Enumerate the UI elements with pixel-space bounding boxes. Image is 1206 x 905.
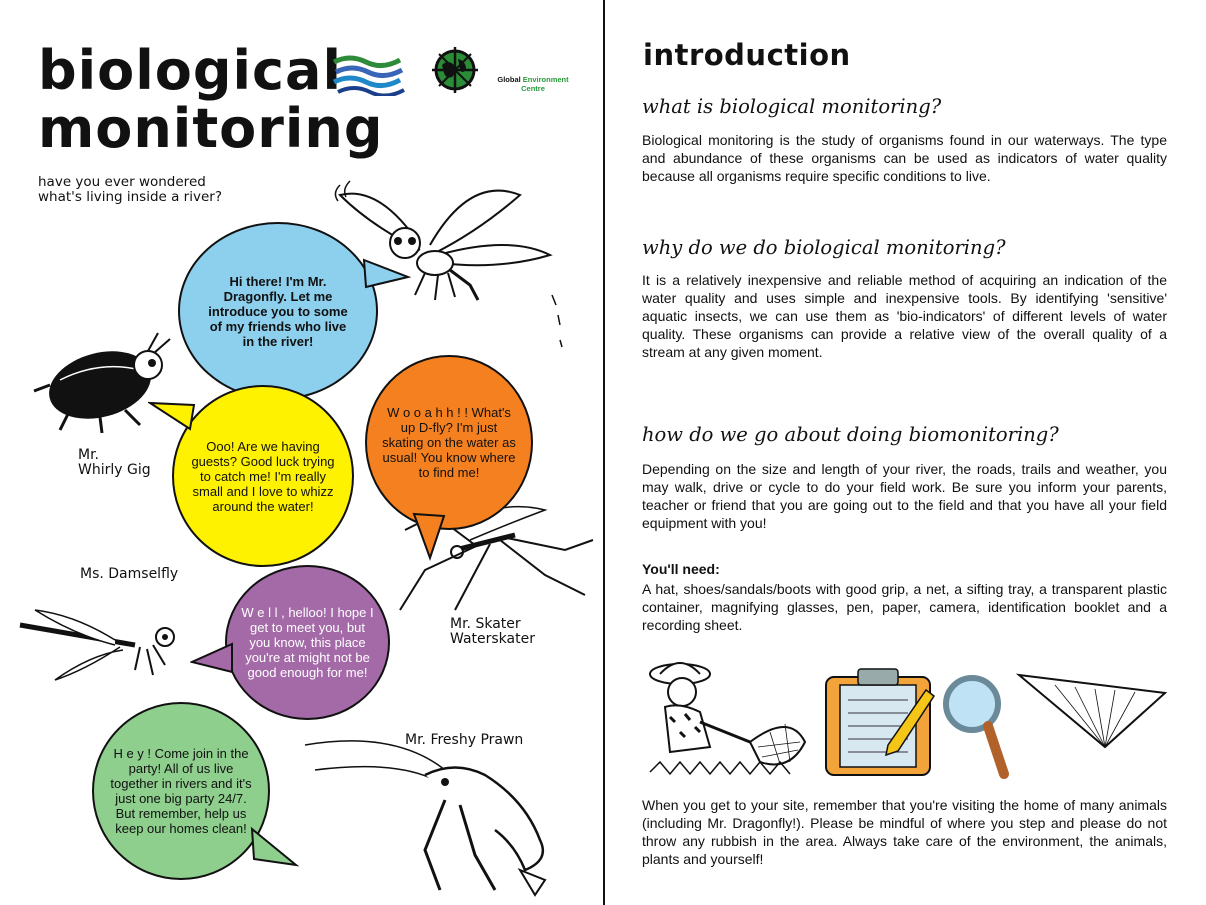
green-bubble-tail — [250, 825, 300, 875]
prawn-bubble-text: H e y ! Come join in the party! All of us live together in rivers and it's just one big party 24/7. But remember, help us keep our homes clean! — [110, 746, 252, 836]
whirly-gig-label — [78, 448, 151, 478]
logo-text-global: Global — [497, 75, 521, 84]
title-line-2: monitoring — [38, 97, 384, 160]
clipboard-illustration — [818, 655, 938, 780]
damselfly-label: Ms. Damselfly — [80, 566, 179, 582]
whirly-gig-label-line-2: Whirly Gig — [78, 462, 151, 478]
page-divider — [603, 0, 605, 905]
section-text-how: Depending on the size and length of your river, the roads, trails and weather, you may walk, drive or cycle to do your field work. Be sure you inform your parents, teacher or friend that you are going out to the field and that you have all your field equipment with you! — [642, 461, 1167, 531]
logo-text-centre: Centre — [521, 84, 545, 93]
whirly-gig-speech-bubble — [172, 385, 354, 567]
prawn-label: Mr. Freshy Prawn — [405, 732, 524, 748]
skater-label-line-2: Waterskater — [450, 631, 535, 647]
dragonfly-speech-bubble — [178, 222, 378, 400]
section-heading-how: how do we go about doing biomonitoring? — [642, 423, 1059, 446]
wave-logo-icon — [330, 52, 408, 96]
blue-bubble-tail — [362, 255, 412, 295]
orange-bubble-tail — [410, 512, 450, 562]
section-heading-what: what is biological monitoring? — [642, 95, 942, 118]
logo-caption — [478, 75, 588, 93]
freshwater-prawn-illustration — [295, 730, 590, 900]
skater-label — [450, 617, 535, 647]
damselfly-illustration — [15, 595, 215, 685]
section-text-what: Biological monitoring is the study of organisms found in our waterways. The type and abundance of these organisms can be used as indicators of water quality because all organisms require specific conditions to live. — [642, 132, 1167, 184]
damselfly-bubble-text: W e l l , helloo! I hope I get to meet you, but you know, this place you're at might not be good enough for me! — [241, 605, 374, 680]
tagline: have you ever wondered what's living inside a river? — [38, 174, 222, 205]
youll-need-text: A hat, shoes/sandals/boots with good grip, a net, a sifting tray, a transparent plastic container, magnifying glasses, pen, paper, camera, identification booklet and a recording sheet. — [642, 581, 1167, 633]
dragonfly-bubble-text: Hi there! I'm Mr. Dragonfly. Let me introduce you to some of my friends who live in the river! — [208, 273, 348, 349]
purple-bubble-tail — [190, 640, 235, 680]
title-line-1: biological — [38, 39, 342, 102]
skater-bubble-text: W o o a h h ! ! What's up D-fly? I'm just skating on the water as usual! You know where to find me! — [382, 405, 516, 480]
skater-speech-bubble — [365, 355, 533, 530]
whirly-gig-label-line-1: Mr. — [78, 447, 99, 463]
globe-logo-icon — [430, 45, 480, 95]
sifting-tray-illustration — [1015, 665, 1175, 750]
closing-text: When you get to your site, remember that you're visiting the home of many animals (including Mr. Dragonfly!). Please be mindful of where you step and please do not throw any rubbish in the area. Always take care of the environment, the animals, plants and yourself! — [642, 797, 1167, 867]
section-text-why: It is a relatively inexpensive and reliable method of acquiring an indication of the water quality and uses simple and inexpensive tools. By identifying 'sensitive' aquatic insects, we can use them as 'bio-indicators' of different levels of water quality. These organisms can provide a relative view of the overall quality of a stream at any given moment. — [642, 272, 1167, 360]
skater-label-line-1: Mr. Skater — [450, 616, 521, 632]
boy-with-net-illustration — [640, 652, 810, 782]
section-heading-why: why do we do biological monitoring? — [642, 236, 1006, 259]
yellow-bubble-tail — [148, 395, 198, 435]
introduction-title: introduction — [643, 38, 851, 72]
prawn-speech-bubble — [92, 702, 270, 880]
youll-need-heading: You'll need: — [642, 561, 720, 577]
logo-text-environment: Environment — [522, 75, 569, 84]
whirly-gig-bubble-text: Ooo! Are we having guests? Good luck trying to catch me! I'm really small and I love to whizz around the water! — [191, 438, 335, 514]
magnifying-glass-icon — [940, 672, 1010, 782]
damselfly-speech-bubble — [225, 565, 390, 720]
